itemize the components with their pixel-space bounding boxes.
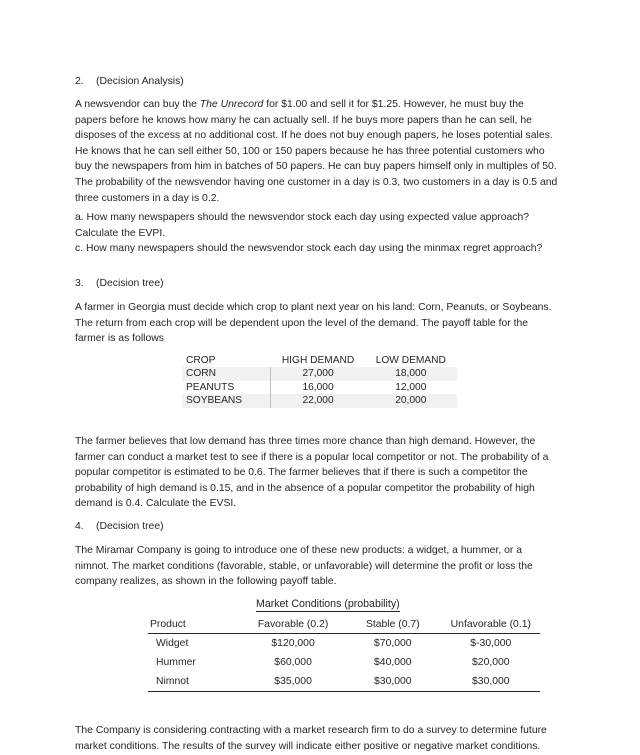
q3-title: (Decision tree)	[96, 278, 164, 289]
q3-number: 3.	[75, 278, 84, 289]
q2-question-a: a. How many newspapers should the newsvendor stock each day using expected value approach?	[75, 212, 530, 223]
q2-line-0: A newsvendor can buy the The Unrecord for $1.00 and sell it for $1.25. However, he must buy the	[75, 99, 524, 110]
low-demand-value: 12,000	[395, 381, 427, 393]
q2-line-2: disposes of the excess at no additional cost. If he does not buy enough papers, he loses potential sales.	[75, 130, 553, 142]
stable-value: $30,000	[344, 672, 442, 692]
q4-number: 4.	[75, 521, 84, 532]
q2-line-4: buy the newspapers from him in batches of 50 papers. He can buy papers himself only in multiples of 50.	[75, 161, 557, 173]
q3-body-line-4: demand is 0.4. Calculate the EVSI.	[75, 498, 237, 510]
high-demand-col-header: HIGH DEMAND	[281, 355, 355, 366]
crop-col-header: CROP	[182, 354, 271, 367]
q2-title: (Decision Analysis)	[96, 76, 184, 87]
q2-line-1: papers before he knows how many he can actually sell. If he buys more papers than he can sell, he	[75, 114, 532, 126]
q4-intro-line-0: The Miramar Company is going to introduce one of these new products: a widget, a hummer, or a	[75, 545, 523, 556]
unfavorable-col-header: Unfavorable (0.1)	[442, 617, 540, 634]
q3-body-line-1: farmer can conduct a market test to see if there is a popular local competitor or not. The probability of a	[75, 451, 549, 463]
q4-intro-line-1: nimnot. The market conditions (favorable, stable, or unfavorable) will determine the profit or loss the	[75, 560, 533, 572]
high-demand-value: 16,000	[302, 381, 334, 393]
market-table-header-row	[148, 617, 540, 634]
crop-name: PEANUTS	[182, 381, 271, 394]
table-row	[182, 381, 457, 394]
q2-question-b: Calculate the EVPI.	[75, 227, 166, 239]
crop-name: SOYBEANS	[182, 394, 271, 407]
stable-value: $70,000	[374, 638, 412, 649]
q3-heading	[75, 278, 164, 289]
q2-question-c: c. How many newspapers should the newsvendor stock each day using the minmax regret approach?	[75, 243, 543, 255]
q3-intro-line-2: farmer is as follows	[75, 333, 164, 345]
q2-paragraph	[75, 97, 575, 206]
q4-title: (Decision tree)	[96, 521, 164, 532]
favorable-col-header: Favorable (0.2)	[242, 617, 344, 634]
table-row	[182, 394, 457, 407]
q2-questions	[75, 210, 575, 257]
q3-intro-line-0: A farmer in Georgia must decide which crop to plant next year on his land: Corn, Peanuts, or Soybeans.	[75, 302, 552, 313]
q4-closing-line-1: market conditions. The results of the survey will indicate either positive or negative market conditions.	[75, 740, 541, 752]
crop-payoff-table	[182, 354, 457, 408]
q4-closing-line-0: The Company is considering contracting with a market research firm to do a survey to determine future	[75, 725, 547, 736]
table-row	[148, 653, 540, 672]
low-demand-value: 18,000	[395, 368, 427, 380]
high-demand-value: 27,000	[302, 368, 334, 380]
q3-body	[75, 434, 575, 512]
unfavorable-value: $-30,000	[470, 638, 512, 649]
favorable-value: $60,000	[274, 657, 312, 668]
table-row	[182, 367, 457, 380]
q2-number: 2.	[75, 76, 84, 87]
q2-heading	[75, 76, 184, 87]
q2-line-3: He knows that he can sell either 50, 100 or 150 papers because he has three potential customers who	[75, 145, 545, 157]
market-payoff-table	[148, 617, 540, 692]
q4-intro-line-2: company realizes, as shown in the following payoff table.	[75, 576, 337, 588]
stable-value: $40,000	[374, 657, 412, 668]
q2-line-5: The probability of the newsvendor having one customer in a day is 0.3, two customers in a day is 0.5 and	[75, 176, 558, 188]
q4-heading	[75, 521, 164, 532]
q4-closing	[75, 723, 575, 754]
q4-intro	[75, 543, 575, 590]
product-name: Widget	[156, 638, 189, 649]
unfavorable-value: $30,000	[442, 672, 540, 692]
q3-body-line-2: popular competitor is estimated to be 0.6. The farmer believes that if there is such a competitor the	[75, 467, 528, 479]
high-demand-value: 22,000	[302, 395, 334, 407]
low-demand-value: 20,000	[395, 395, 427, 407]
newspaper-title: The Unrecord	[199, 99, 264, 110]
favorable-value: $35,000	[242, 672, 344, 692]
q2-line-6: three customers in a day is 0.2.	[75, 192, 220, 204]
product-col-header: Product	[148, 617, 242, 634]
product-name: Hummer	[156, 657, 196, 668]
q3-intro-line-1: The return from each crop will be dependent upon the level of the demand. The payoff table for the	[75, 317, 529, 329]
unfavorable-value: $20,000	[472, 657, 510, 668]
low-demand-col-header: LOW DEMAND	[375, 355, 446, 366]
table-row	[148, 672, 540, 692]
table-row	[148, 634, 540, 654]
product-name: Nimnot	[148, 672, 242, 692]
q3-body-line-3: probability of high demand is 0.15, and in the absence of a popular competitor the probability of high	[75, 482, 535, 494]
stable-col-header: Stable (0.7)	[344, 617, 442, 634]
q3-intro	[75, 300, 575, 347]
crop-name: CORN	[182, 367, 271, 380]
q3-body-line-0: The farmer believes that low demand has three times more chance than high demand. However, the	[75, 436, 536, 447]
favorable-value: $120,000	[271, 638, 315, 649]
crop-table-header-row	[182, 354, 457, 367]
market-conditions-title: Market Conditions (probability)	[256, 598, 400, 610]
